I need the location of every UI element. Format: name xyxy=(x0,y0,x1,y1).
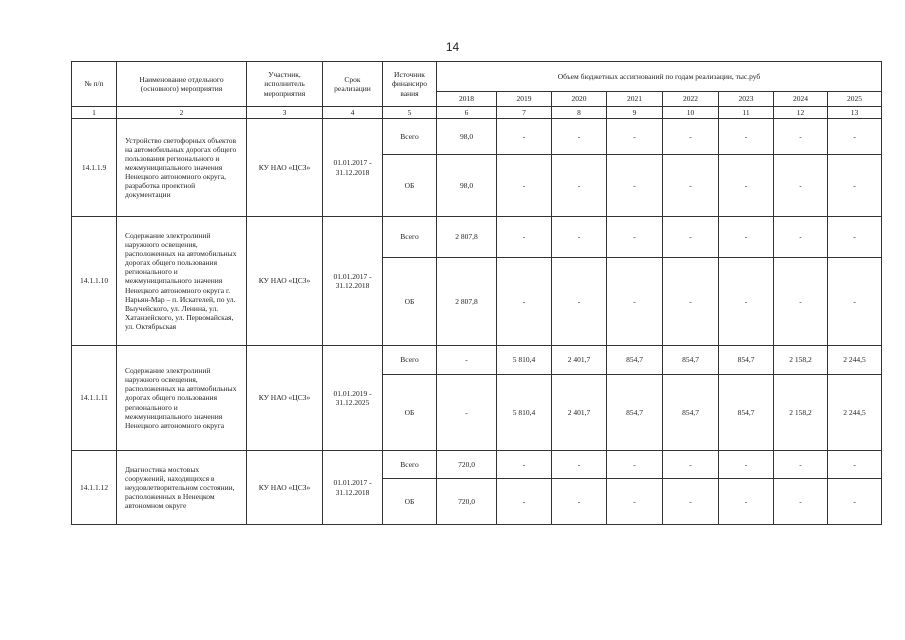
header-year: 2023 xyxy=(719,92,774,107)
value-cell: 720,0 xyxy=(437,479,497,525)
value-cell: 854,7 xyxy=(607,375,663,451)
value-cell: - xyxy=(663,451,719,479)
value-cell: 854,7 xyxy=(607,346,663,375)
row-participant: КУ НАО «ЦСЗ» xyxy=(247,119,323,217)
value-cell: - xyxy=(663,258,719,346)
row-name: Содержание электролиний наружного освещения, расположенных на автомобильных дорогах общего пользования регионального и межмуниципального значения Ненецкого автономного округа г. Нарьян-Мар – п. Искателей, по ул. Выучейского, ул. Ленина, ул. Хатанзейского, ул. Первомайская, ул. Октябрьская xyxy=(117,217,247,346)
row-source: ОБ xyxy=(383,258,437,346)
value-cell: - xyxy=(607,479,663,525)
value-cell: 98,0 xyxy=(437,155,497,217)
header-year: 2022 xyxy=(663,92,719,107)
value-cell: - xyxy=(719,258,774,346)
row-source: ОБ xyxy=(383,479,437,525)
value-cell: - xyxy=(774,258,828,346)
value-cell: - xyxy=(774,479,828,525)
column-index-cell: 5 xyxy=(383,107,437,119)
value-cell: - xyxy=(719,155,774,217)
header-year: 2025 xyxy=(828,92,882,107)
row-number: 14.1.1.9 xyxy=(72,119,117,217)
value-cell: - xyxy=(663,217,719,258)
value-cell: - xyxy=(552,479,607,525)
column-index-cell: 3 xyxy=(247,107,323,119)
row-participant: КУ НАО «ЦСЗ» xyxy=(247,451,323,525)
value-cell: - xyxy=(774,155,828,217)
value-cell: - xyxy=(828,217,882,258)
row-number: 14.1.1.11 xyxy=(72,346,117,451)
value-cell: - xyxy=(497,217,552,258)
value-cell: - xyxy=(607,451,663,479)
table-row xyxy=(72,451,882,479)
header-year: 2019 xyxy=(497,92,552,107)
value-cell: - xyxy=(663,155,719,217)
value-cell: - xyxy=(552,217,607,258)
value-cell: - xyxy=(607,119,663,155)
row-source: ОБ xyxy=(383,155,437,217)
row-period: 01.01.2017 - 31.12.2018 xyxy=(323,451,383,525)
value-cell: - xyxy=(828,479,882,525)
row-name: Устройство светофорных объектов на автомобильных дорогах общего пользования регионального и межмуниципального значения Ненецкого автономного округа, разработка проектной документации xyxy=(117,119,247,217)
table-row xyxy=(72,346,882,375)
column-index-cell: 2 xyxy=(117,107,247,119)
value-cell: - xyxy=(607,155,663,217)
column-index-cell: 6 xyxy=(437,107,497,119)
budget-table xyxy=(71,61,882,525)
value-cell: - xyxy=(607,217,663,258)
value-cell: - xyxy=(497,155,552,217)
row-period: 01.01.2019 - 31.12.2025 xyxy=(323,346,383,451)
row-participant: КУ НАО «ЦСЗ» xyxy=(247,217,323,346)
header-source: Источник финансиро вания xyxy=(383,62,437,107)
header-year: 2020 xyxy=(552,92,607,107)
row-source: Всего xyxy=(383,346,437,375)
header-year: 2018 xyxy=(437,92,497,107)
value-cell: - xyxy=(497,119,552,155)
row-period: 01.01.2017 - 31.12.2018 xyxy=(323,217,383,346)
value-cell: 854,7 xyxy=(719,346,774,375)
value-cell: - xyxy=(828,155,882,217)
table-row xyxy=(72,119,882,155)
value-cell: - xyxy=(719,119,774,155)
value-cell: 5 810,4 xyxy=(497,375,552,451)
table-row xyxy=(72,217,882,258)
value-cell: - xyxy=(607,258,663,346)
row-source: Всего xyxy=(383,119,437,155)
column-index-cell: 10 xyxy=(663,107,719,119)
value-cell: 2 244,5 xyxy=(828,375,882,451)
value-cell: - xyxy=(828,119,882,155)
value-cell: - xyxy=(774,451,828,479)
value-cell: 2 401,7 xyxy=(552,375,607,451)
value-cell: 5 810,4 xyxy=(497,346,552,375)
value-cell: - xyxy=(497,258,552,346)
value-cell: 2 158,2 xyxy=(774,375,828,451)
page-number: 14 xyxy=(445,40,460,54)
row-participant: КУ НАО «ЦСЗ» xyxy=(247,346,323,451)
value-cell: - xyxy=(663,119,719,155)
value-cell: - xyxy=(552,258,607,346)
header-participant: Участник, исполнитель мероприятия xyxy=(247,62,323,107)
value-cell: 2 807,8 xyxy=(437,217,497,258)
column-index-cell: 9 xyxy=(607,107,663,119)
row-source: ОБ xyxy=(383,375,437,451)
value-cell: 2 244,5 xyxy=(828,346,882,375)
column-index-cell: 7 xyxy=(497,107,552,119)
value-cell: 720,0 xyxy=(437,451,497,479)
column-index-cell: 11 xyxy=(719,107,774,119)
value-cell: - xyxy=(828,451,882,479)
column-index-cell: 1 xyxy=(72,107,117,119)
row-period: 01.01.2017 - 31.12.2018 xyxy=(323,119,383,217)
value-cell: - xyxy=(552,119,607,155)
row-number: 14.1.1.12 xyxy=(72,451,117,525)
row-name: Содержание электролиний наружного освещения, расположенных на автомобильных дорогах общего пользования регионального и межмуниципального значения Ненецкого автономного округа xyxy=(117,346,247,451)
value-cell: - xyxy=(497,479,552,525)
value-cell: 2 158,2 xyxy=(774,346,828,375)
value-cell: - xyxy=(774,119,828,155)
header-name: Наименование отдельного (основного) мероприятия xyxy=(117,62,247,107)
value-cell: 98,0 xyxy=(437,119,497,155)
header-num: № п/п xyxy=(72,62,117,107)
header-year: 2021 xyxy=(607,92,663,107)
value-cell: - xyxy=(828,258,882,346)
value-cell: - xyxy=(497,451,552,479)
value-cell: - xyxy=(774,217,828,258)
row-source: Всего xyxy=(383,451,437,479)
value-cell: 854,7 xyxy=(663,375,719,451)
value-cell: - xyxy=(719,479,774,525)
column-index-cell: 4 xyxy=(323,107,383,119)
value-cell: - xyxy=(719,451,774,479)
value-cell: - xyxy=(663,479,719,525)
row-name: Диагностика мостовых сооружений, находящихся в неудовлетворительном состоянии, расположенных в Ненецком автономном округе xyxy=(117,451,247,525)
header-period: Срок реализации xyxy=(323,62,383,107)
row-source: Всего xyxy=(383,217,437,258)
column-index-cell: 12 xyxy=(774,107,828,119)
value-cell: - xyxy=(437,346,497,375)
column-index-cell: 8 xyxy=(552,107,607,119)
value-cell: - xyxy=(552,451,607,479)
value-cell: - xyxy=(719,217,774,258)
value-cell: 854,7 xyxy=(663,346,719,375)
value-cell: - xyxy=(552,155,607,217)
header-year: 2024 xyxy=(774,92,828,107)
value-cell: 2 807,8 xyxy=(437,258,497,346)
value-cell: 854,7 xyxy=(719,375,774,451)
row-number: 14.1.1.10 xyxy=(72,217,117,346)
value-cell: - xyxy=(437,375,497,451)
value-cell: 2 401,7 xyxy=(552,346,607,375)
column-index-cell: 13 xyxy=(828,107,882,119)
header-volume: Объем бюджетных ассигнований по годам реализации, тыс.руб xyxy=(437,62,882,92)
